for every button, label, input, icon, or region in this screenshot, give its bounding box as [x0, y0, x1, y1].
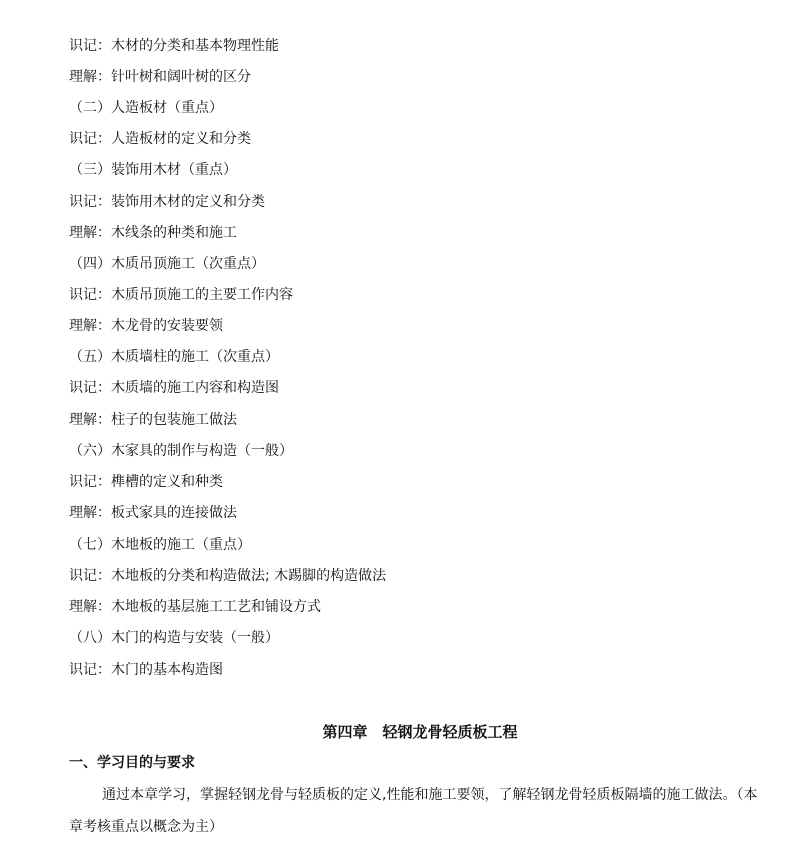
- outline-line: 识记：榫槽的定义和种类: [69, 474, 223, 490]
- paragraph-line: 通过本章学习，掌握轻钢龙骨与轻质板的定义,性能和施工要领，了解轻钢龙骨轻质板隔墙的施工做法。（本: [102, 787, 758, 803]
- outline-line: 识记：木质墙的施工内容和构造图: [69, 380, 279, 396]
- outline-line: 理解：木龙骨的安装要领: [69, 318, 223, 334]
- outline-line: （四）木质吊顶施工（次重点）: [69, 256, 265, 272]
- outline-line: 识记：木质吊顶施工的主要工作内容: [69, 287, 293, 303]
- chapter-title: 第四章 轻钢龙骨轻质板工程: [322, 723, 518, 741]
- outline-line: （六）木家具的制作与构造（一般）: [69, 443, 293, 459]
- outline-line: （三）装饰用木材（重点）: [69, 162, 237, 178]
- outline-line: 识记：装饰用木材的定义和分类: [69, 194, 265, 210]
- outline-line: 理解：木线条的种类和施工: [69, 225, 237, 241]
- outline-line: 识记：木门的基本构造图: [69, 662, 223, 678]
- section-heading: 一、学习目的与要求: [69, 755, 195, 771]
- outline-line: 理解：针叶树和阔叶树的区分: [69, 69, 251, 85]
- outline-line: 识记：人造板材的定义和分类: [69, 131, 251, 147]
- outline-line: （七）木地板的施工（重点）: [69, 537, 251, 553]
- outline-line: 识记：木材的分类和基本物理性能: [69, 38, 279, 54]
- outline-line: 识记：木地板的分类和构造做法; 木踢脚的构造做法: [69, 568, 387, 584]
- outline-line: （八）木门的构造与安装（一般）: [69, 630, 279, 646]
- outline-line: 理解：木地板的基层施工工艺和铺设方式: [69, 599, 321, 615]
- paragraph-line: 章考核重点以概念为主）: [69, 819, 223, 835]
- outline-line: 理解：柱子的包装施工做法: [69, 412, 237, 428]
- outline-line: （五）木质墙柱的施工（次重点）: [69, 349, 279, 365]
- outline-line: 理解：板式家具的连接做法: [69, 505, 237, 521]
- outline-line: （二）人造板材（重点）: [69, 100, 223, 116]
